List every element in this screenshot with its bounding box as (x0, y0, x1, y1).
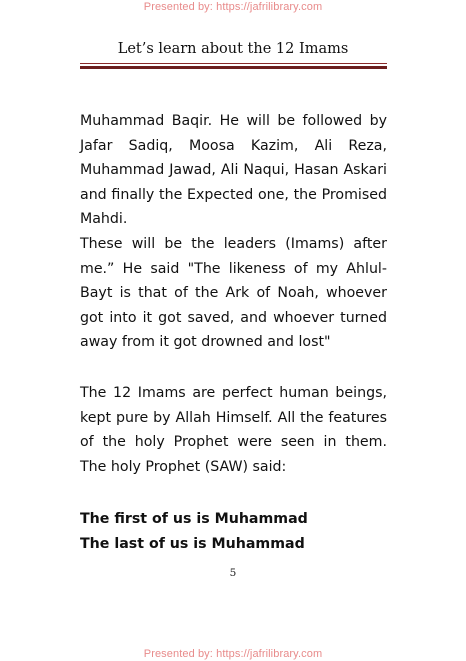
body-block-2 (80, 381, 387, 479)
watermark-top: Presented by: https://jafrilibrary.com (143, 1, 323, 13)
page-number: 5 (229, 567, 237, 579)
header-rule-thin (80, 63, 387, 64)
page-header-title: Let’s learn about the 12 Imams (117, 41, 349, 57)
paragraph-3: The 12 Imams are perfect human beings, kept pure by Allah Himself. All the features of the holy Prophet were seen in them. The holy Prophet (SAW) said: (80, 385, 387, 475)
header-rule-thick (80, 66, 387, 69)
watermark-bottom: Presented by: https://jafrilibrary.com (143, 648, 323, 660)
paragraph-2: These will be the leaders (Imams) after me.” He said "The likeness of my Ahlul-Bayt is that of the Ark of Noah, whoever got into it got saved, and whoever turned away from it got drowned and lost" (80, 235, 387, 351)
quote-block (80, 507, 387, 556)
quote-line-2: The last of us is Muhammad (80, 535, 305, 552)
quote-line-1: The first of us is Muhammad (80, 511, 308, 527)
paragraph-1: Muhammad Baqir. He will be followed by Jafar Sadiq, Moosa Kazim, Ali Reza, Muhammad Jawad, Ali Naqui, Hasan Askari and finally the Expected one, the Promised Mahdi. (80, 113, 387, 228)
body-block-1 (80, 109, 387, 355)
